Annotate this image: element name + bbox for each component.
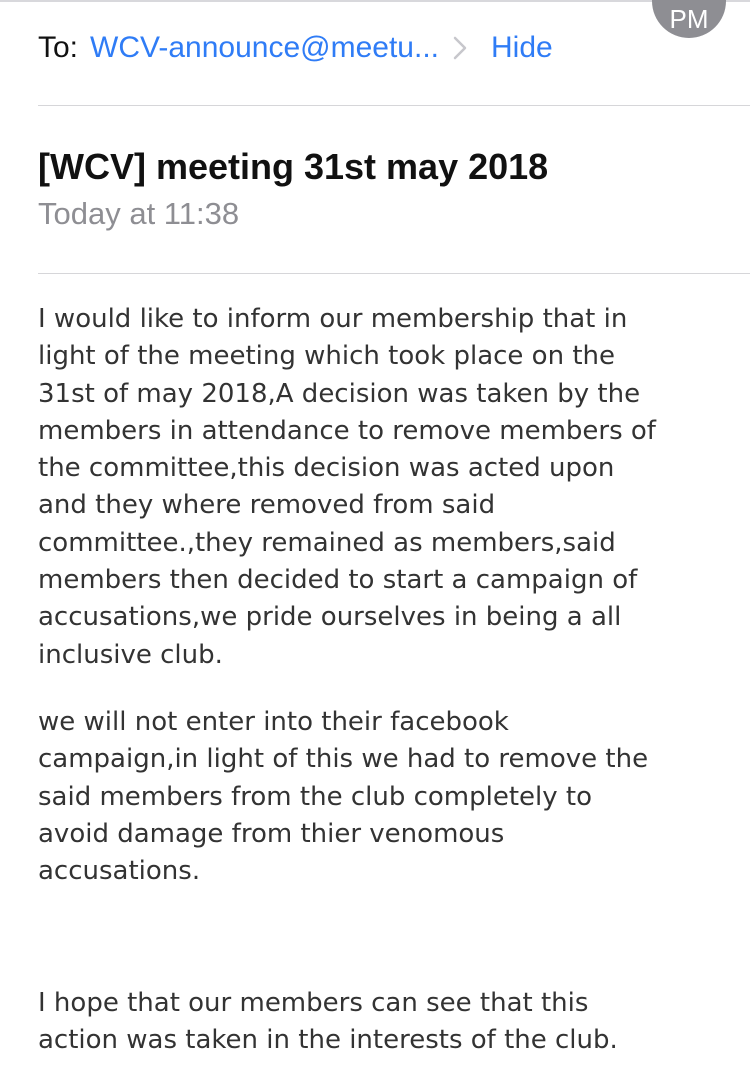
body-paragraph-2: we will not enter into their facebook campaign,in light of this we had to remove the said members from the club completely to avoid damage from thier venomous accusations. bbox=[38, 707, 649, 887]
sender-avatar[interactable]: PM bbox=[652, 0, 726, 38]
body-paragraph-3: I hope that our members can see that this action was taken in the interests of the club. bbox=[38, 988, 618, 1056]
to-label: To: bbox=[38, 31, 79, 64]
recipient-row bbox=[38, 26, 553, 70]
recipient-address-link[interactable]: WCV-announce@meetu... bbox=[90, 31, 439, 64]
chevron-right-icon[interactable] bbox=[453, 36, 467, 60]
hide-details-link[interactable]: Hide bbox=[491, 31, 553, 64]
email-subject: [WCV] meeting 31st may 2018 bbox=[38, 146, 549, 187]
email-date: Today at 11:38 bbox=[38, 196, 240, 231]
body-paragraph-1: I would like to inform our membership that in light of the meeting which took place on the 31st of may 2018,A decision was taken by the members in attendance to remove members of the committee,this decision was acted upon and they where removed from said committee.,they remained as members,said members then decided to start a campaign of accusations,we pride ourselves in being a all inclusive club. bbox=[38, 304, 656, 670]
header-divider bbox=[38, 105, 750, 106]
top-border bbox=[0, 0, 750, 2]
subject-divider bbox=[38, 273, 750, 274]
